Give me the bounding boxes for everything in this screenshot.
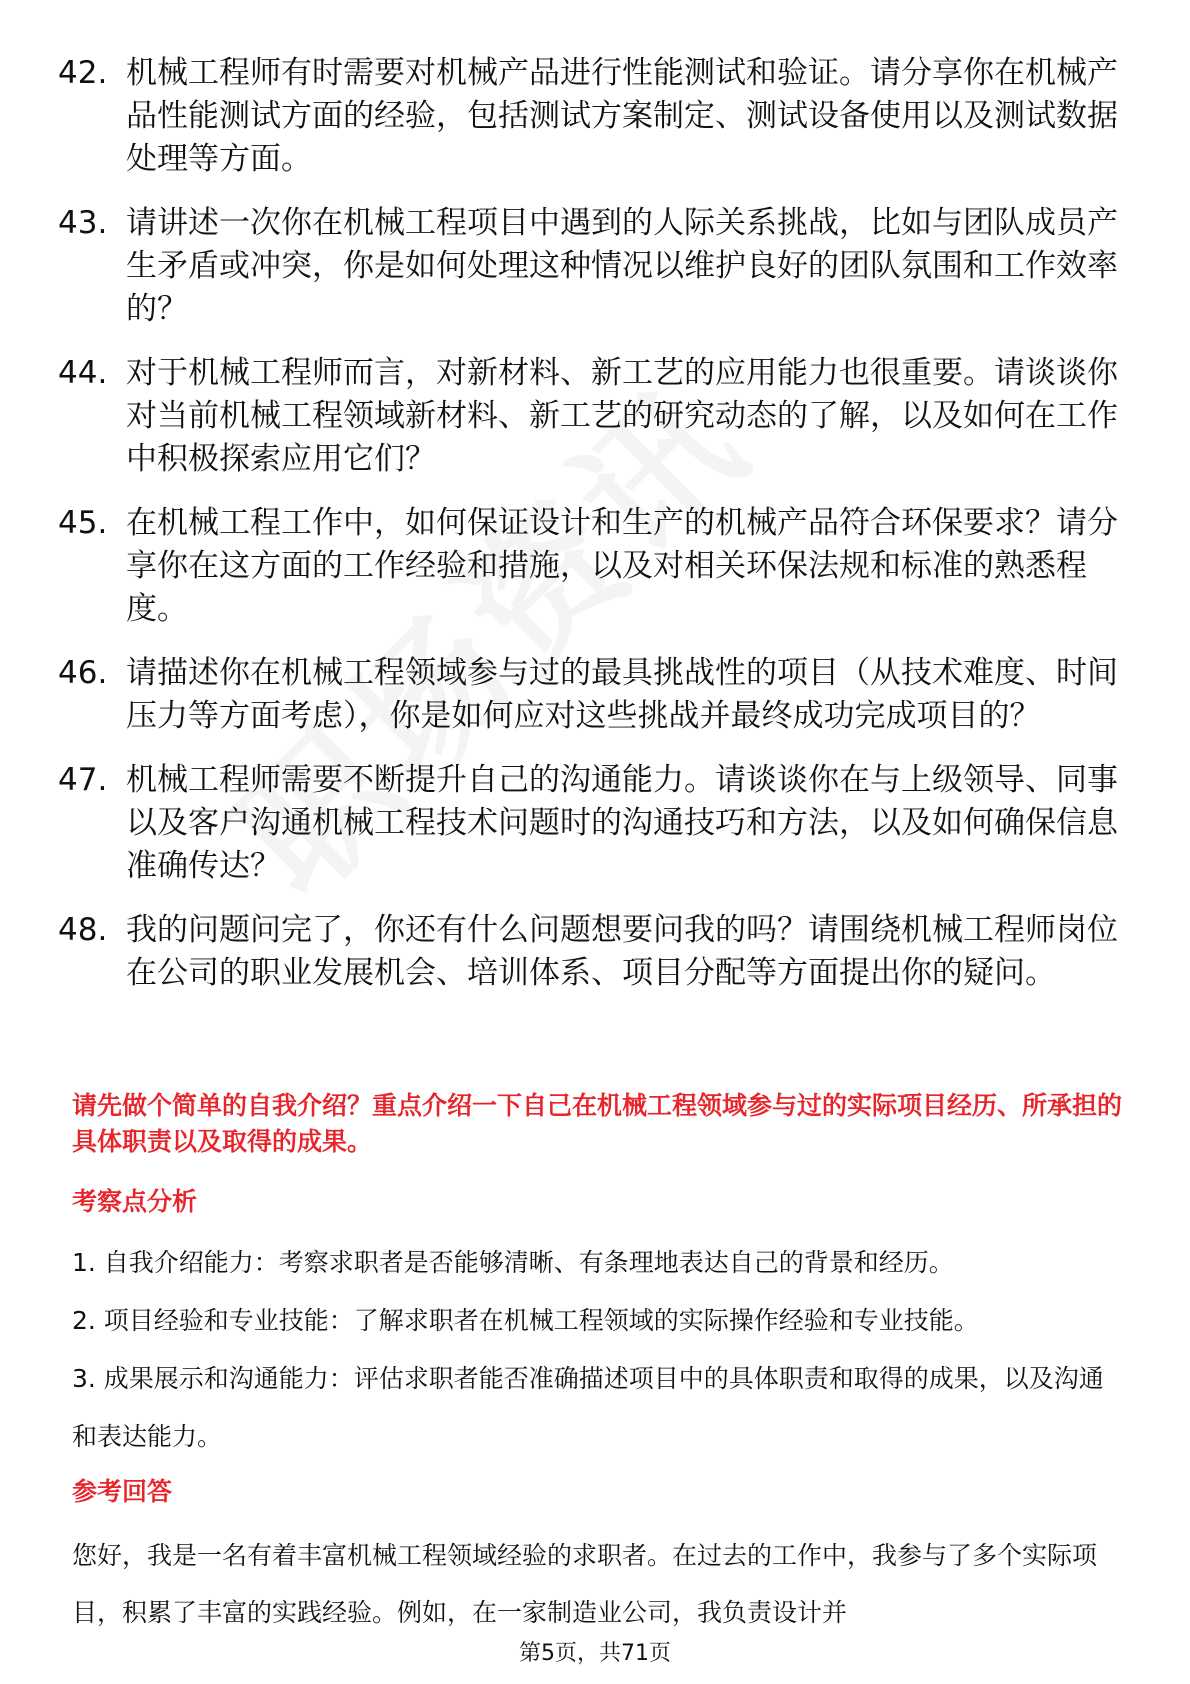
question-number: 42. (58, 55, 108, 91)
reference-heading: 参考回答 (72, 1477, 173, 1506)
analysis-point: 3. 成果展示和沟通能力：评估求职者能否准确描述项目中的具体职责和取得的成果，以及沟通和表达能力。 (72, 1364, 1104, 1451)
analysis-point: 2. 项目经验和专业技能：了解求职者在机械工程领域的实际操作经验和专业技能。 (72, 1306, 979, 1335)
question-list (58, 52, 1118, 1016)
question-text: 请描述你在机械工程领域参与过的最具挑战性的项目（从技术难度、时间压力等方面考虑），你是如何应对这些挑战并最终成功完成项目的？ (126, 655, 1118, 734)
question-text: 我的问题问完了，你还有什么问题想要问我的吗？请围绕机械工程师岗位在公司的职业发展机会、培训体系、项目分配等方面提出你的疑问。 (126, 912, 1118, 991)
question-item (58, 502, 1118, 631)
question-number: 43. (58, 205, 108, 241)
question-number: 44. (58, 355, 108, 391)
page-footer: 第5页，共71页 (519, 1641, 671, 1666)
question-text: 在机械工程工作中，如何保证设计和生产的机械产品符合环保要求？请分享你在这方面的工作经验和措施，以及对相关环保法规和标准的熟悉程度。 (126, 505, 1118, 627)
analysis-heading: 考察点分析 (72, 1187, 198, 1216)
question-item (58, 52, 1118, 181)
question-number: 47. (58, 762, 108, 798)
question-text: 对于机械工程师而言，对新材料、新工艺的应用能力也很重要。请谈谈你对当前机械工程领域新材料、新工艺的研究动态的了解，以及如何在工作中积极探索应用它们？ (126, 355, 1118, 477)
question-number: 48. (58, 912, 108, 948)
question-item (58, 909, 1118, 995)
analysis-point: 1. 自我介绍能力：考察求职者是否能够清晰、有条理地表达自己的背景和经历。 (72, 1248, 954, 1277)
question-text: 机械工程师需要不断提升自己的沟通能力。请谈谈你在与上级领导、同事以及客户沟通机械工程技术问题时的沟通技巧和方法，以及如何确保信息准确传达？ (126, 762, 1118, 884)
highlight-question: 请先做个简单的自我介绍？重点介绍一下自己在机械工程领域参与过的实际项目经历、所承担的具体职责以及取得的成果。 (72, 1091, 1123, 1156)
question-number: 45. (58, 505, 108, 541)
question-number: 46. (58, 655, 108, 691)
question-text: 请讲述一次你在机械工程项目中遇到的人际关系挑战，比如与团队成员产生矛盾或冲突，你是如何处理这种情况以维护良好的团队氛围和工作效率的？ (126, 205, 1118, 327)
question-item (58, 202, 1118, 331)
analysis-points (72, 1234, 1122, 1466)
question-item (58, 759, 1118, 888)
question-item (58, 652, 1118, 738)
question-text: 机械工程师有时需要对机械产品进行性能测试和验证。请分享你在机械产品性能测试方面的经验，包括测试方案制定、测试设备使用以及测试数据处理等方面。 (126, 55, 1118, 177)
reference-answer: 您好，我是一名有着丰富机械工程领域经验的求职者。在过去的工作中，我参与了多个实际项目，积累了丰富的实践经验。例如，在一家制造业公司，我负责设计并 (72, 1541, 1098, 1627)
question-item (58, 352, 1118, 481)
